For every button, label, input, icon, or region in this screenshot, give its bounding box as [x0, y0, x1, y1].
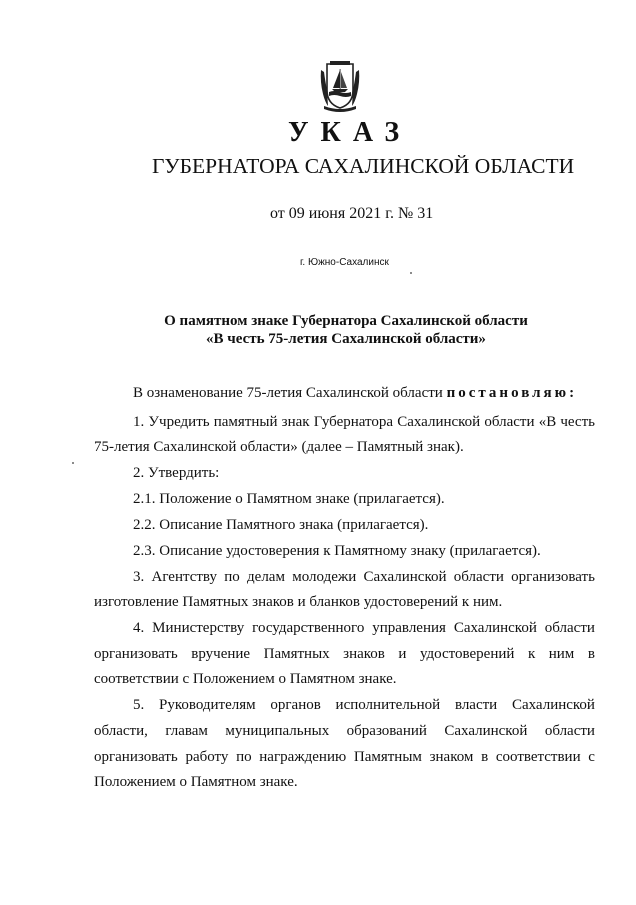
word: области: [484, 414, 535, 430]
word: области: [453, 569, 504, 585]
word: делам: [247, 569, 285, 585]
paragraph-5-line-3: [94, 748, 595, 766]
word: органов: [270, 697, 321, 713]
word: Памятным: [353, 749, 422, 765]
word: области,: [94, 723, 148, 739]
word: области: [544, 620, 595, 636]
paragraph-1-line-1: [133, 413, 595, 431]
intro-decree-word: постановляю:: [446, 385, 578, 401]
word: по: [224, 569, 240, 585]
paragraph-2-3: 2.3. Описание удостоверения к Памятному знаку (прилагается).: [133, 543, 541, 559]
word: Учредить: [148, 414, 210, 430]
word: Сахалинской: [511, 697, 595, 713]
paragraph-2-1: 2.1. Положение о Памятном знаке (прилагается).: [133, 491, 445, 507]
paragraph-5-line-2: [94, 722, 595, 740]
sakhalin-coat-of-arms-icon: [318, 60, 362, 112]
intro-text: В ознаменование 75-летия Сахалинской области: [133, 385, 443, 401]
word: «В: [538, 414, 557, 430]
word: по: [236, 749, 252, 765]
word: государственного: [252, 620, 365, 636]
word: 4.: [133, 620, 145, 636]
word: с: [588, 749, 595, 765]
word: Губернатора: [313, 414, 394, 430]
word: Сахалинской: [453, 620, 537, 636]
word: награждению: [259, 749, 347, 765]
word: ним: [548, 646, 575, 662]
word: организовать: [94, 646, 178, 662]
word: управления: [372, 620, 446, 636]
paragraph-1-line-2: 75-летия Сахалинской области» (далее – Памятный знак).: [94, 439, 464, 455]
paragraph-2: 2. Утвердить:: [133, 465, 220, 481]
word: работу: [185, 749, 229, 765]
paragraph-5-line-1: [133, 696, 595, 714]
word: Памятных: [263, 646, 330, 662]
word: молодежи: [292, 569, 357, 585]
word: знаком: [429, 749, 474, 765]
intro-paragraph: [133, 384, 577, 402]
paragraph-5-line-4: Положением о Памятном знаке.: [94, 774, 298, 790]
word: организовать: [511, 569, 595, 585]
word: 3.: [133, 569, 145, 585]
word: знак: [281, 414, 310, 430]
word: области: [544, 723, 595, 739]
word: организовать: [94, 749, 178, 765]
word: Руководителям: [158, 697, 256, 713]
paragraph-3-line-2: изготовление Памятных знаков и бланков удостоверений к ним.: [94, 594, 503, 610]
word: Сахалинской: [444, 723, 528, 739]
word: знаков: [343, 646, 385, 662]
paragraph-4-line-2: [94, 645, 595, 663]
word: и: [398, 646, 407, 662]
document-subtitle: ГУБЕРНАТОРА САХАЛИНСКОЙ ОБЛАСТИ: [152, 154, 575, 178]
paragraph-4-line-3: соответствии с Положением о Памятном знаке.: [94, 671, 397, 687]
word: соответствии: [495, 749, 581, 765]
paragraph-3-line-1: [133, 568, 595, 586]
word: Министерству: [152, 620, 245, 636]
word: 5.: [133, 697, 145, 713]
word: к: [527, 646, 536, 662]
document-date-number: от 09 июня 2021 г. № 31: [270, 205, 434, 222]
word: власти: [454, 697, 498, 713]
word: исполнительной: [335, 697, 441, 713]
word: в: [481, 749, 489, 765]
document-title: УКАЗ: [288, 117, 412, 148]
word: честь: [560, 414, 595, 430]
heading-line-1: О памятном знаке Губернатора Сахалинской области: [164, 313, 528, 329]
word: Агентству: [151, 569, 217, 585]
heading-line-2: «В честь 75-летия Сахалинской области»: [206, 331, 486, 347]
word: памятный: [213, 414, 278, 430]
word: образований: [346, 723, 427, 739]
word: 1.: [133, 414, 145, 430]
paragraph-2-2: 2.2. Описание Памятного знака (прилагается).: [133, 517, 429, 533]
scan-speck: [72, 462, 74, 464]
word: вручение: [191, 646, 251, 662]
word: Сахалинской: [363, 569, 447, 585]
document-city: г. Южно-Сахалинск: [300, 257, 389, 268]
word: главам: [165, 723, 208, 739]
paragraph-4-line-1: [133, 619, 595, 637]
word: в: [587, 646, 595, 662]
word: удостоверений: [419, 646, 515, 662]
word: Сахалинской: [397, 414, 481, 430]
word: муниципальных: [225, 723, 330, 739]
scan-speck: [410, 272, 412, 274]
